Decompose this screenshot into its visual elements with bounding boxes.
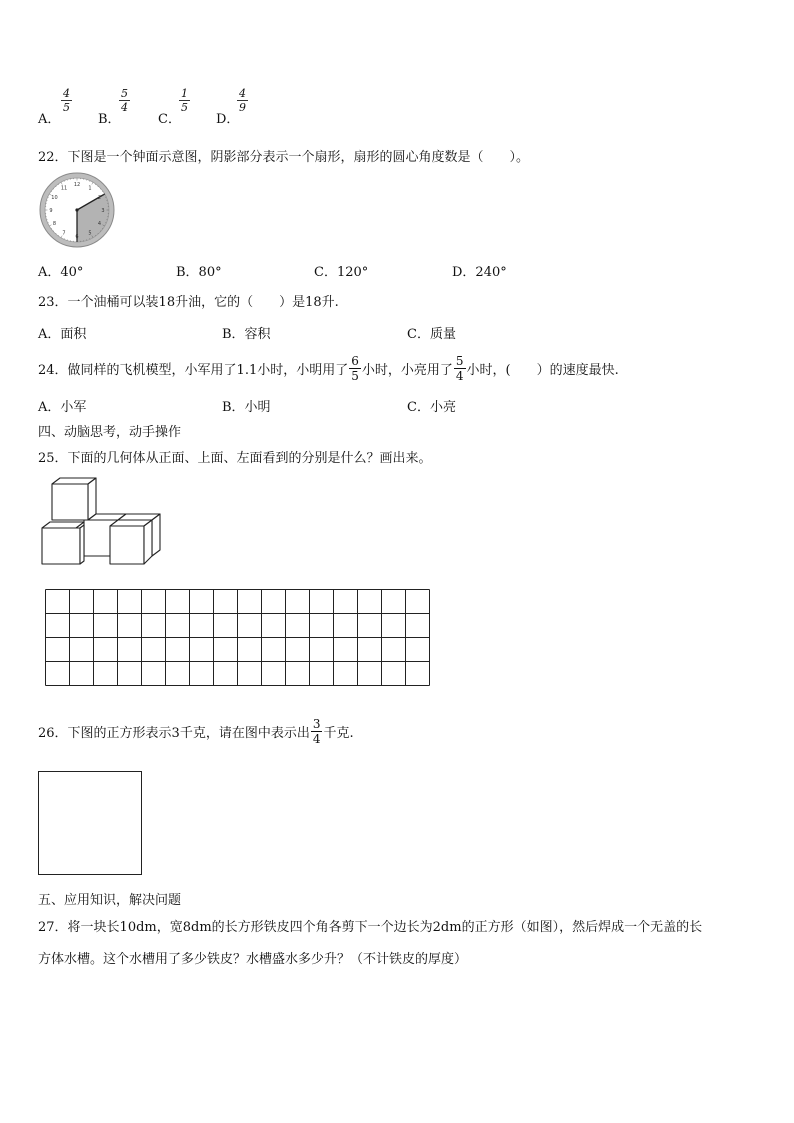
q22-option-c: C．120° xyxy=(314,265,369,280)
q22-text: 22．下图是一个钟面示意图，阴影部分表示一个扇形，扇形的圆心角度数是（ ）。 xyxy=(38,150,530,165)
cube-top-front xyxy=(52,484,88,520)
q24-fraction-1: $\frac{6}{5}$ xyxy=(351,353,359,383)
cube-figure xyxy=(38,476,164,568)
q21-option-a-fraction: 4 5 xyxy=(63,87,70,114)
clock-number: 3 xyxy=(101,207,105,214)
q24-part1: 24．做同样的飞机模型，小军用了1.1小时，小明用了 xyxy=(38,362,349,378)
q21-option-b-fraction: 5 4 xyxy=(121,87,128,114)
q21-option-d-letter: D． xyxy=(216,112,240,127)
q23-text: 23．一个油桶可以装18升油，它的（ ）是18升. xyxy=(38,295,339,310)
q25-text: 25．下面的几何体从正面、上面、左面看到的分别是什么？画出来。 xyxy=(38,451,432,466)
q26-fraction: $\frac{3}{4}$ xyxy=(312,716,321,746)
q23-option-a: A．面积 xyxy=(38,327,87,342)
square-3kg[interactable] xyxy=(38,771,142,875)
clock-center xyxy=(75,208,78,211)
cube-right-side xyxy=(152,514,160,556)
q24-option-b: B．小明 xyxy=(222,400,271,415)
clock-number: 5 xyxy=(88,230,92,237)
clock-number: 8 xyxy=(52,220,57,227)
clock-number: 7 xyxy=(62,230,66,237)
q27-line1: 27．将一块长10dm，宽8dm的长方形铁皮四个角各剪下一个边长为2dm的正方形（如图），然后焊成一个无盖的长 xyxy=(38,920,703,935)
clock-number: 1 xyxy=(88,185,92,192)
clock-number: 12 xyxy=(73,181,81,188)
clock-number: 10 xyxy=(51,194,58,201)
q21-option-a-letter: A． xyxy=(38,112,61,127)
cube-left-lid-edge xyxy=(42,522,84,528)
q23-option-b: B．容积 xyxy=(222,327,271,342)
q24-part3: 小时，( ）的速度最快. xyxy=(466,362,619,378)
q26-text xyxy=(38,711,354,751)
q23-option-c: C．质量 xyxy=(407,327,456,342)
clock-number: 4 xyxy=(97,220,102,227)
q24-option-a: A．小军 xyxy=(38,400,87,415)
q24-part2: 小时，小亮用了 xyxy=(361,362,453,378)
q27-line2: 方体水槽。这个水槽用了多少铁皮？水槽盛水多少升？（不计铁皮的厚度） xyxy=(38,952,468,967)
q21-option-c-letter: C． xyxy=(158,112,181,127)
section-5-heading: 五、应用知识，解决问题 xyxy=(38,893,182,908)
clock-number: 2 xyxy=(97,194,102,201)
clock-figure xyxy=(38,171,118,249)
q26-part1: 26．下图的正方形表示3千克，请在图中表示出 xyxy=(38,725,310,741)
cube-br-front xyxy=(110,526,144,564)
clock-number: 11 xyxy=(60,185,68,192)
q24-option-c: C．小亮 xyxy=(407,400,456,415)
clock-number: 9 xyxy=(49,207,53,214)
q24-text xyxy=(38,348,619,388)
clock-number: 6 xyxy=(75,233,79,240)
q22-option-b: B．80° xyxy=(176,265,222,280)
section-4-heading: 四、动脑思考，动手操作 xyxy=(38,425,182,440)
q22-option-d: D．240° xyxy=(452,265,507,280)
q24-fraction-2: $\frac{5}{4}$ xyxy=(455,353,464,383)
q21-option-d-fraction: 4 9 xyxy=(239,87,246,114)
cube-left-front xyxy=(42,528,80,564)
cube-top-side xyxy=(88,478,96,520)
q21-option-b-letter: B． xyxy=(98,112,121,127)
cube-br-side xyxy=(144,520,152,564)
q21-option-c-fraction: 1 5 xyxy=(181,87,188,114)
cube-left-side xyxy=(80,525,84,564)
drawing-grid[interactable] xyxy=(45,589,431,687)
q22-option-a: A．40° xyxy=(38,265,84,280)
q26-part2: 千克. xyxy=(323,725,354,741)
q21-options xyxy=(38,87,268,127)
